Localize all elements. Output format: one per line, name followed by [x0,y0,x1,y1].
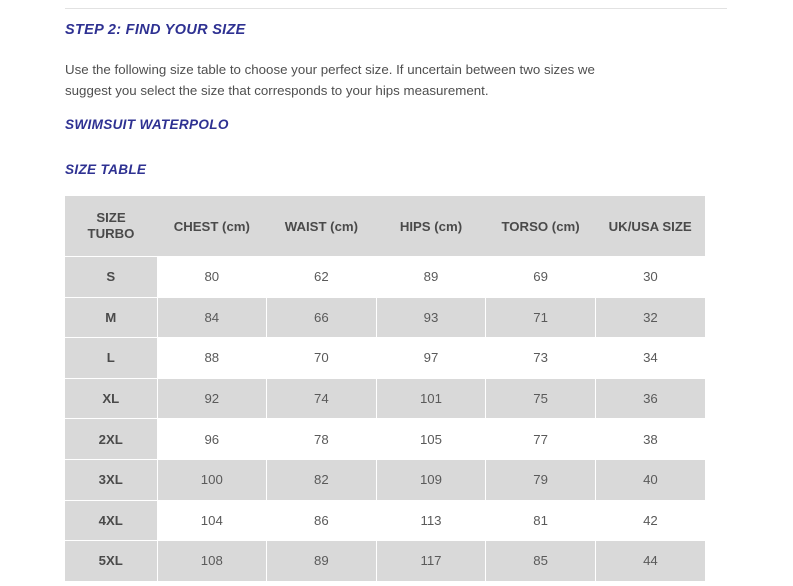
cell-torso: 81 [486,500,596,541]
table-row [65,419,705,460]
cell-waist: 62 [267,257,377,298]
top-divider [65,8,727,9]
cell-hips: 117 [376,541,486,581]
cell-chest: 96 [157,419,267,460]
cell-size: M [65,297,157,338]
size-table-body [65,257,705,581]
size-table [65,196,705,581]
cell-chest: 100 [157,459,267,500]
cell-hips: 105 [376,419,486,460]
cell-uk-usa: 44 [595,541,705,581]
cell-size: XL [65,378,157,419]
cell-waist: 86 [267,500,377,541]
cell-uk-usa: 36 [595,378,705,419]
cell-waist: 74 [267,378,377,419]
column-header-size [65,196,157,257]
cell-uk-usa: 38 [595,419,705,460]
cell-hips: 97 [376,338,486,379]
cell-torso: 79 [486,459,596,500]
table-row [65,500,705,541]
cell-hips: 101 [376,378,486,419]
product-title: SWIMSUIT WATERPOLO [65,117,229,132]
table-row [65,459,705,500]
cell-torso: 69 [486,257,596,298]
size-table-container [65,196,705,581]
cell-uk-usa: 32 [595,297,705,338]
cell-chest: 104 [157,500,267,541]
cell-waist: 66 [267,297,377,338]
cell-size: L [65,338,157,379]
cell-waist: 82 [267,459,377,500]
cell-torso: 73 [486,338,596,379]
cell-chest: 80 [157,257,267,298]
cell-chest: 92 [157,378,267,419]
cell-waist: 70 [267,338,377,379]
cell-uk-usa: 30 [595,257,705,298]
cell-chest: 108 [157,541,267,581]
cell-torso: 85 [486,541,596,581]
cell-hips: 113 [376,500,486,541]
size-table-head [65,196,705,257]
cell-hips: 109 [376,459,486,500]
table-row [65,541,705,581]
column-header-size-line1: SIZE [96,209,126,225]
column-header-uk-usa: UK/USA SIZE [595,196,705,257]
table-row [65,257,705,298]
intro-text: Use the following size table to choose your perfect size. If uncertain between two sizes we suggest you select the size that corresponds to your hips measurement. [65,62,595,98]
cell-uk-usa: 40 [595,459,705,500]
cell-torso: 71 [486,297,596,338]
column-header-torso: TORSO (cm) [486,196,596,257]
cell-chest: 88 [157,338,267,379]
cell-size: 4XL [65,500,157,541]
cell-size: 3XL [65,459,157,500]
column-header-hips: HIPS (cm) [376,196,486,257]
step-title: STEP 2: FIND YOUR SIZE [65,22,246,38]
size-table-title: SIZE TABLE [65,162,147,177]
cell-size: S [65,257,157,298]
column-header-waist: WAIST (cm) [267,196,377,257]
cell-size: 5XL [65,541,157,581]
cell-size: 2XL [65,419,157,460]
cell-uk-usa: 34 [595,338,705,379]
column-header-size-line2: TURBO [87,226,135,241]
cell-hips: 89 [376,257,486,298]
table-row [65,378,705,419]
cell-torso: 75 [486,378,596,419]
cell-chest: 84 [157,297,267,338]
cell-torso: 77 [486,419,596,460]
column-header-chest: CHEST (cm) [157,196,267,257]
table-header-row [65,196,705,257]
cell-hips: 93 [376,297,486,338]
cell-waist: 89 [267,541,377,581]
table-row [65,338,705,379]
table-row [65,297,705,338]
cell-uk-usa: 42 [595,500,705,541]
cell-waist: 78 [267,419,377,460]
